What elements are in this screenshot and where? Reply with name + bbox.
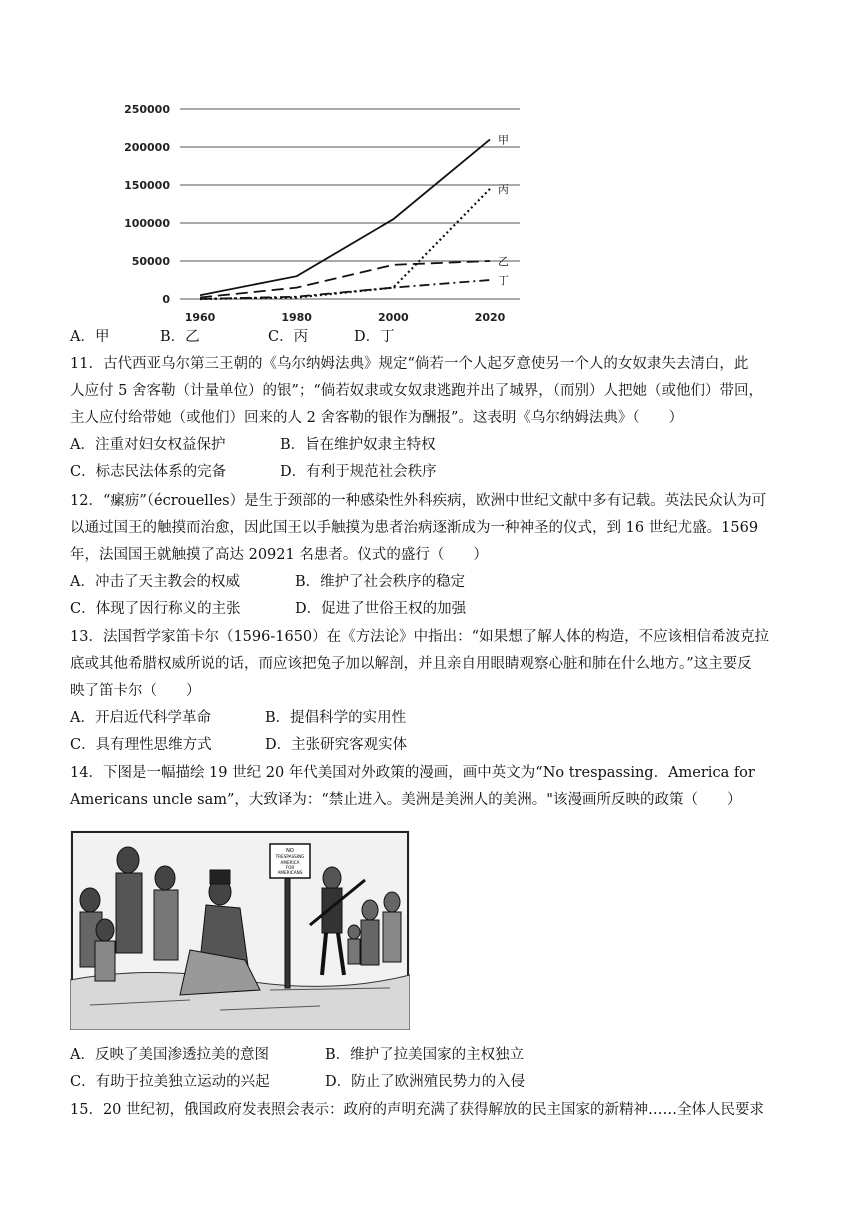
q13-option-a: A．开启近代科学革命: [70, 710, 211, 726]
q14-stem-line-1: 14．下图是一幅描绘 19 世纪 20 年代美国对外政策的漫画，画中英文为“No trespassing．America for: [70, 765, 755, 781]
sign-text-5: AMERICANS: [277, 870, 303, 875]
series-label: 甲: [498, 133, 509, 147]
y-tick-label: 50000: [131, 255, 170, 268]
q14-option-a: A．反映了美国渗透拉美的意图: [70, 1047, 269, 1063]
series-line-1: [200, 139, 490, 295]
sign-text-3: AMERICA: [280, 860, 300, 865]
y-tick-label: 250000: [124, 103, 170, 116]
q13-option-c: C．具有理性思维方式: [70, 737, 212, 753]
sign-text-4: FOR: [285, 865, 295, 870]
y-tick-label: 0: [162, 293, 170, 306]
q12-option-a: A．冲击了天主教会的权威: [70, 574, 240, 590]
y-tick-label: 150000: [124, 179, 170, 192]
q11-option-a: A．注重对妇女权益保护: [70, 437, 226, 453]
q15-stem-line-1: 15．20 世纪初，俄国政府发表照会表示：政府的声明充满了获得解放的民主国家的新精神……全体人民要求: [70, 1102, 765, 1118]
q11-stem-line-1: 11．古代西亚乌尔第三王朝的《乌尔纳姆法典》规定“倘若一个人起歹意使另一个人的女奴隶失去清白，此: [70, 356, 749, 372]
q10-option-a: A．甲: [70, 329, 110, 345]
q12-stem-line-3: 年，法国国王就触摸了高达 20921 名患者。仪式的盛行（ ）: [70, 547, 488, 563]
q12-option-c: C．体现了因行称义的主张: [70, 601, 241, 617]
q10-option-c: C．丙: [268, 329, 309, 345]
q11-option-b: B．旨在维护奴隶主特权: [280, 437, 436, 453]
line-chart: [90, 95, 530, 325]
series-label: 丁: [498, 274, 509, 287]
q14-option-d: D．防止了欧洲殖民势力的入侵: [325, 1074, 526, 1090]
q13-stem-line-2: 底或其他希腊权威所说的话，而应该把兔子加以解剖，并且亲自用眼睛观察心脏和肺在什么地方。”这主要反: [70, 656, 752, 672]
sign-text-2: TRESPASSING: [275, 854, 305, 859]
y-tick-label: 200000: [124, 141, 170, 154]
q12-option-b: B．维护了社会秩序的稳定: [295, 574, 466, 590]
q13-stem-line-1: 13．法国哲学家笛卡尔（1596-1650）在《方法论》中指出：“如果想了解人体的构造，不应该相信希波克拉: [70, 629, 770, 645]
q13-stem-line-3: 映了笛卡尔（ ）: [70, 683, 201, 699]
series-label: 乙: [498, 255, 509, 268]
x-tick-label: 2000: [378, 311, 409, 324]
monroe-doctrine-cartoon: [70, 830, 410, 1030]
x-tick-label: 1960: [184, 311, 216, 324]
q14-option-b: B．维护了拉美国家的主权独立: [325, 1047, 525, 1063]
q11-stem-line-2: 人应付 5 舍客勒（计量单位）的银”；“倘若奴隶或女奴隶逃跑并出了城界，（而别）人把她（或他们）带回，: [70, 383, 764, 399]
q12-stem-line-1: 12．“瘰疬”（écrouelles）是生于颈部的一种感染性外科疾病，欧洲中世纪文献中多有记载。英法民众认为可: [70, 493, 767, 509]
q14-stem-line-2: Americans uncle sam”，大致译为：“禁止进入。美洲是美洲人的美洲。"该漫画所反映的政策（ ）: [70, 792, 742, 808]
q10-option-b: B．乙: [160, 329, 200, 345]
q13-option-d: D．主张研究客观实体: [265, 737, 408, 753]
q12-option-d: D．促进了世俗王权的加强: [295, 601, 467, 617]
x-tick-label: 1980: [281, 311, 312, 324]
q11-option-d: D．有利于规范社会秩序: [280, 464, 437, 480]
q10-option-d: D．丁: [354, 329, 395, 345]
x-tick-label: 2020: [474, 311, 506, 324]
q14-option-c: C．有助于拉美独立运动的兴起: [70, 1074, 270, 1090]
q12-stem-line-2: 以通过国王的触摸而治愈，因此国王以手触摸为患者治病逐渐成为一种神圣的仪式，到 16 世纪尤盛。1569: [70, 520, 759, 536]
q11-option-c: C．标志民法体系的完备: [70, 464, 227, 480]
q11-stem-line-3: 主人应付给带她（或他们）回来的人 2 舍客勒的银作为酬报”。这表明《乌尔纳姆法典》（ ）: [70, 410, 684, 426]
sign-text-1: NO: [286, 848, 294, 854]
series-label: 丙: [498, 182, 509, 196]
series-line-4: [200, 280, 490, 299]
series-line-2: [200, 189, 490, 299]
q13-option-b: B．提倡科学的实用性: [265, 710, 407, 726]
y-tick-label: 100000: [124, 217, 170, 230]
